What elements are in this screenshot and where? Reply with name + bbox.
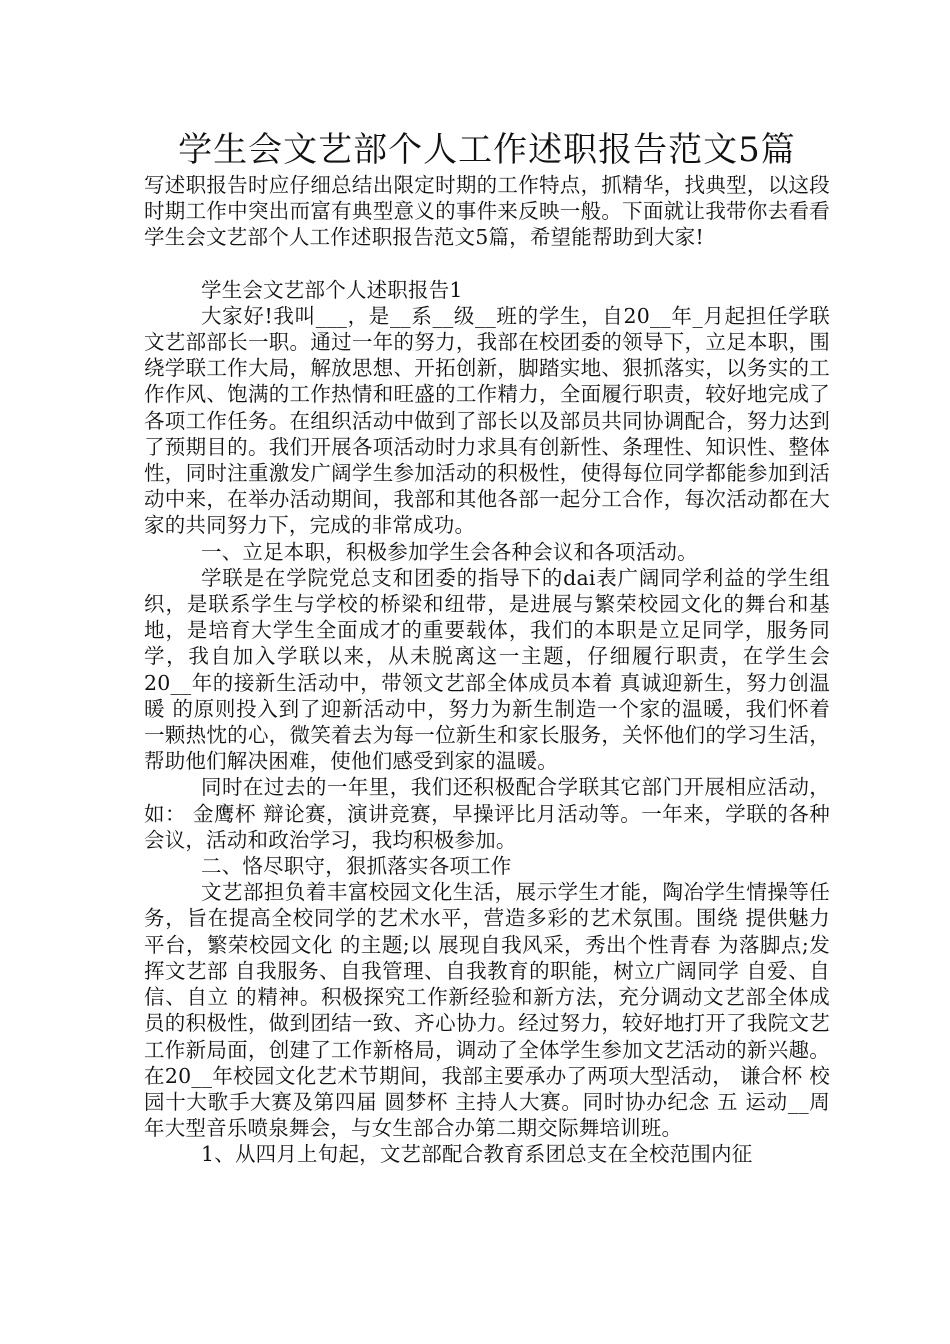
document-title: 学生会文艺部个人工作述职报告范文5篇 bbox=[178, 130, 796, 170]
body-paragraph-1: 大家好!我叫___，是__系__级__班的学生，自20__年_月起担任学联文艺部部长一职。通过一年的努力，我部在校团委的领导下，立足本职，围绕学联工作大局，解放思想、开拓创新，脚踏实地、狠抓落实，以务实的工作作风、饱满的工作热情和旺盛的工作精力，全面履行职责，较好地完成了各项工作任务。在组织活动中做到了部长以及部员共同协调配合，努力达到了预期目的。我们开展各项活动时力求具有创新性、条理性、知识性、整体性，同时注重激发广阔学生参加活动的积极性，使得每位同学都能参加到活动中来，在举办活动期间，我部和其他各部一起分工合作，每次活动都在大家的共同努力下，完成的非常成功。 bbox=[144, 303, 830, 538]
section-heading: 学生会文艺部个人述职报告1 bbox=[201, 277, 463, 302]
blank-line bbox=[144, 251, 830, 277]
subheading-2: 二、恪尽职守，狠抓落实各项工作 bbox=[201, 854, 512, 879]
body-paragraph-4: 文艺部担负着丰富校园文化生活，展示学生才能，陶冶学生情操等任务，旨在提高全校同学的艺术水平，营造多彩的艺术氛围。围绕 提供魅力平台，繁荣校园文化 的主题;以 展现自我风采，秀出个性青春 为落脚点;发挥文艺部 自我服务、自我管理、自我教育的职能，树立广阔同学 自爱、自信、自立 的精神。积极探究工作新经验和新方法，充分调动文艺部全体成员的积极性，做到团结一致、齐心协力。经过努力，较好地打开了我院文艺工作新局面，创建了工作新格局，调动了全体学生参加文艺活动的新兴趣。在20__年校园文化艺术节期间，我部主要承办了两项大型活动， 谦合杯 校园十大歌手大赛及第四届 圆梦杯 主持人大赛。同时协办纪念 五 运动__周年大型音乐喷泉舞会，与女生部合办第二期交际舞培训班。 bbox=[144, 880, 830, 1141]
intro-paragraph: 写述职报告时应仔细总结出限定时期的工作特点，抓精华，找典型，以这段时期工作中突出而富有典型意义的事件来反映一般。下面就让我带你去看看学生会文艺部个人工作述职报告范文5篇，希望能帮助到大家! bbox=[144, 173, 830, 250]
body-paragraph-5: 1、从四月上旬起，文艺部配合教育系团总支在全校范围内征 bbox=[201, 1142, 753, 1167]
body-paragraph-2: 学联是在学院党总支和团委的指导下的dai表广阔同学利益的学生组织，是联系学生与学校的桥梁和纽带，是进展与繁荣校园文化的舞台和基地，是培育大学生全面成才的重要载体，我们的本职是立足同学，服务同学，我自加入学联以来，从未脱离这一主题，仔细履行职责，在学生会20__年的接新生活动中，带领文艺部全体成员本着 真诚迎新生，努力创温暖 的原则投入到了迎新活动中，努力为新生制造一个家的温暖，我们怀着一颗热忱的心，微笑着去为每一位新生和家长服务，关怀他们的学习生活，帮助他们解决困难，使他们感受到家的温暖。 bbox=[144, 565, 830, 774]
document-page bbox=[144, 128, 830, 1168]
body-paragraph-3: 同时在过去的一年里，我们还积极配合学联其它部门开展相应活动，如： 金鹰杯 辩论赛，演讲竞赛，早操评比月活动等。一年来，学联的各种会议，活动和政治学习，我均积极参加。 bbox=[144, 775, 830, 852]
subheading-1: 一、立足本职，积极参加学生会各种会议和各项活动。 bbox=[201, 539, 698, 564]
